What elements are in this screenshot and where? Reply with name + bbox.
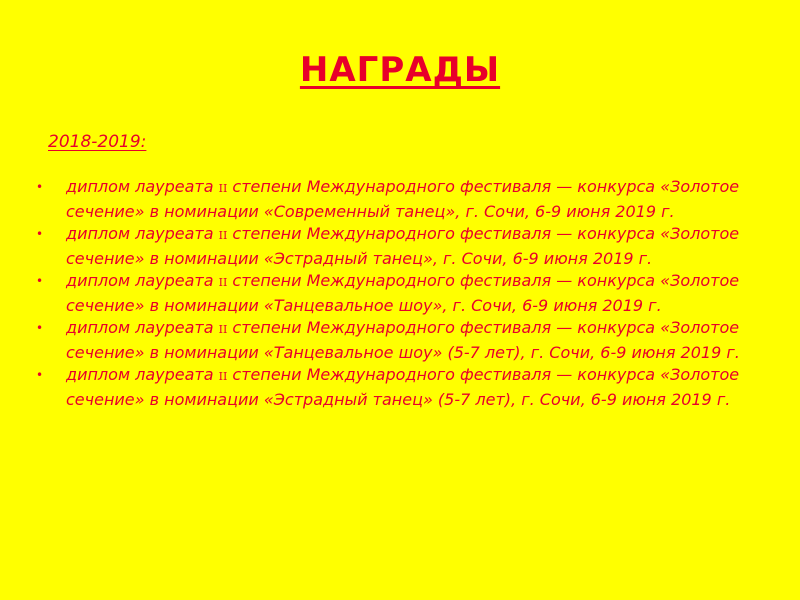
award-text-end: степени Международного фестиваля — конкурса «Золотое сечение» в номинации «Танцевальное шоу», г. Сочи, 6-9 июня 2019 г. (66, 271, 740, 315)
list-item (36, 223, 748, 270)
bullet-icon: • (36, 321, 44, 335)
bullet-icon: • (36, 274, 44, 288)
awards-list (36, 176, 748, 411)
award-degree: II (218, 276, 228, 289)
award-text-end: степени Международного фестиваля — конкурса «Золотое сечение» в номинации «Современный танец», г. Сочи, 6-9 июня 2019 г. (66, 177, 740, 221)
award-text-end: степени Международного фестиваля — конкурса «Золотое сечение» в номинации «Эстрадный танец», г. Сочи, 6-9 июня 2019 г. (66, 224, 740, 268)
award-text-start: диплом лауреата (66, 271, 219, 290)
bullet-icon: • (36, 180, 44, 194)
bullet-icon: • (36, 227, 44, 241)
list-item (36, 270, 748, 317)
content-area (36, 132, 748, 411)
page-title: НАГРАДЫ (299, 50, 501, 90)
award-text-start: диплом лауреата (66, 177, 219, 196)
list-item (36, 317, 748, 364)
list-item (36, 364, 748, 411)
award-degree: II (218, 370, 228, 383)
bullet-icon: • (36, 368, 44, 382)
award-text-start: диплом лауреата (66, 365, 219, 384)
award-text-start: диплом лауреата (66, 318, 219, 337)
year-heading: 2018-2019: (48, 132, 147, 152)
award-degree: II (218, 182, 228, 195)
award-text-end: степени Международного фестиваля — конкурса «Золотое сечение» в номинации «Эстрадный танец» (5-7 лет), г. Сочи, 6-9 июня 2019 г. (66, 365, 740, 409)
award-degree: II (218, 323, 228, 336)
award-degree: II (218, 229, 228, 242)
award-text-end: степени Международного фестиваля — конкурса «Золотое сечение» в номинации «Танцевальное шоу» (5-7 лет), г. Сочи, 6-9 июня 2019 г. (66, 318, 740, 362)
award-text-start: диплом лауреата (66, 224, 219, 243)
list-item (36, 176, 748, 223)
